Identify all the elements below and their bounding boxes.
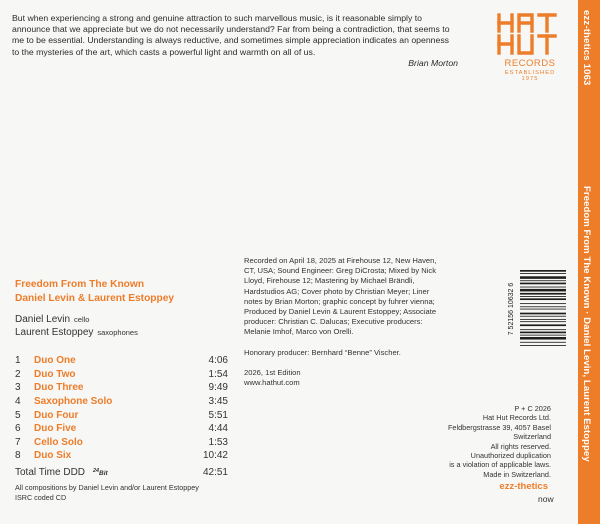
hat-hut-logo	[495, 12, 565, 82]
performer	[15, 326, 138, 339]
track-duration: 1:53	[208, 436, 228, 448]
barcode-bar	[520, 306, 566, 307]
copyright-block	[401, 404, 551, 479]
barcode-bar	[520, 329, 566, 330]
recording-credits: Recorded on April 18, 2025 at Firehouse 12, New Haven, CT, USA; Sound Engineer: Greg DiCrosta; Mixed by Nick Lloyd, Firehouse 12; Mastering by Michael Brändli, Hardstudios AG; Cover photo by Christian Meyer; Liner notes by Brian Morton; graphic concept by fuhrer vienna; Produced by Daniel Levin & Laurent Estoppey; Associate producer: Christian C. Dalucas; Executive producers: Melanie Imhof, Marco von Orelli.	[244, 256, 437, 337]
liner-notes-author: Brian Morton	[408, 57, 458, 68]
track-title: Duo Six	[34, 450, 72, 462]
barcode-bar	[520, 324, 566, 326]
barcode-bar	[520, 293, 566, 295]
barcode-bar	[520, 287, 566, 288]
track-title: Duo Four	[34, 409, 79, 421]
spine-text	[578, 0, 600, 524]
album-title	[15, 278, 174, 305]
track-row	[15, 381, 228, 395]
track-row	[15, 354, 228, 368]
track-title: Saxophone Solo	[34, 396, 113, 408]
copyright-line: All rights reserved.	[490, 441, 551, 451]
spine-title: Freedom From The Known · Daniel Levin, Laurent Estoppey	[581, 186, 592, 462]
barcode-digits: 7 52156 10632 6	[508, 282, 515, 336]
track-row	[15, 449, 228, 463]
track-duration: 5:51	[208, 409, 228, 421]
barcode-bar	[520, 313, 566, 315]
total-time-label: Total Time DDD	[15, 467, 86, 478]
liner-notes-text: But when experiencing a strong and genuine attraction to such marvellous music, is it reasonable simply to announce that we appreciate but we do not necessarily understand? Far from being a contradiction, that seems to me to be essential. Understanding is always reductive, and sometimes simple appreciation indicates an openness to the mysteries of the art, which casts a powerful light and warmth on all of us.	[12, 13, 450, 57]
copyright-line: P + C 2026	[514, 404, 551, 413]
barcode-bar	[520, 289, 566, 292]
barcode-bar	[520, 332, 566, 334]
performer-instrument: cello	[74, 315, 90, 324]
barcode-bar	[520, 342, 566, 343]
performer-name: Laurent Estoppey	[15, 327, 94, 338]
hat-hut-logo-icon	[495, 12, 565, 56]
track-duration: 3:45	[208, 396, 228, 408]
barcode-bar	[520, 283, 566, 285]
barcode-bar	[520, 273, 566, 274]
track-duration: 10:42	[202, 450, 228, 462]
track-duration: 4:06	[208, 355, 228, 367]
compositions-note: All compositions by Daniel Levin and/or Laurent Estoppey	[15, 483, 199, 492]
track-title: Duo Two	[34, 368, 76, 380]
bit-depth-badge	[93, 468, 108, 477]
track-row	[15, 395, 228, 409]
copyright-line: is a violation of applicable laws.	[449, 460, 551, 470]
track-row	[15, 422, 228, 436]
total-time-value: 42:51	[202, 467, 228, 478]
copyright-line: Hat Hut Records Ltd.	[482, 413, 551, 423]
barcode-bar	[520, 319, 566, 320]
track-number: 4	[15, 396, 21, 408]
label-subtitle: now	[538, 494, 554, 504]
track-duration: 1:54	[208, 368, 228, 380]
barcode	[508, 268, 568, 350]
spine	[578, 0, 600, 524]
performer-instrument: saxophones	[97, 328, 138, 337]
tracklist	[15, 354, 228, 463]
barcode-bar	[520, 316, 566, 317]
barcode-bar	[520, 270, 566, 272]
track-title: Cello Solo	[34, 436, 83, 448]
track-title: Duo One	[34, 355, 76, 367]
performer-name: Daniel Levin	[15, 314, 71, 325]
barcode-bar	[520, 303, 566, 304]
copyright-line: Unauthorized duplication	[470, 451, 551, 461]
total-time	[15, 467, 228, 478]
copyright-line: Made in Switzerland.	[483, 469, 551, 479]
barcode-bar	[520, 296, 566, 297]
track-number: 2	[15, 368, 21, 380]
track-number: 8	[15, 450, 21, 462]
track-row	[15, 368, 228, 382]
logo-records-text: RECORDS	[504, 58, 556, 69]
barcode-bar	[520, 280, 566, 281]
track-number: 1	[15, 355, 21, 367]
barcode-bar	[520, 337, 566, 340]
track-number: 3	[15, 382, 21, 394]
barcode-image	[508, 268, 568, 350]
barcode-bar	[520, 276, 566, 279]
album-title-line2: Daniel Levin & Laurent Estoppey	[15, 292, 175, 304]
copyright-line: Feldbergstrasse 39, 4057 Basel	[447, 422, 551, 432]
track-duration: 9:49	[208, 382, 228, 394]
barcode-bar	[520, 321, 566, 322]
track-number: 5	[15, 409, 21, 421]
barcode-bar	[520, 335, 566, 336]
label-name: ezz-thetics	[499, 481, 548, 492]
copyright-line: Switzerland	[513, 432, 551, 442]
edition: 2026, 1st Edition	[244, 367, 301, 377]
performers-list	[15, 313, 138, 339]
track-duration: 4:44	[208, 423, 228, 435]
performer	[15, 313, 138, 326]
bit-depth-unit: Bit	[99, 470, 108, 478]
track-row	[15, 436, 228, 450]
website: www.hathut.com	[244, 378, 300, 388]
production-credits	[244, 256, 440, 388]
barcode-bar	[520, 345, 566, 346]
spine-catalog-number: ezz-thetics 1063	[581, 10, 592, 86]
album-title-line1: Freedom From The Known	[15, 279, 145, 290]
bit-depth-number: 24	[93, 467, 100, 474]
honorary-producer: Honorary producer: Bernhard “Benne” Vischer.	[244, 347, 401, 357]
barcode-bar	[520, 298, 566, 300]
liner-notes	[12, 13, 458, 69]
track-title: Duo Five	[34, 423, 77, 435]
track-row	[15, 408, 228, 422]
isrc-note: ISRC coded CD	[15, 493, 67, 502]
track-title: Duo Three	[34, 382, 84, 394]
logo-established-text: ESTABLISHED 1975	[504, 70, 556, 82]
barcode-bar	[520, 309, 566, 310]
track-number: 7	[15, 436, 21, 448]
track-number: 6	[15, 423, 21, 435]
